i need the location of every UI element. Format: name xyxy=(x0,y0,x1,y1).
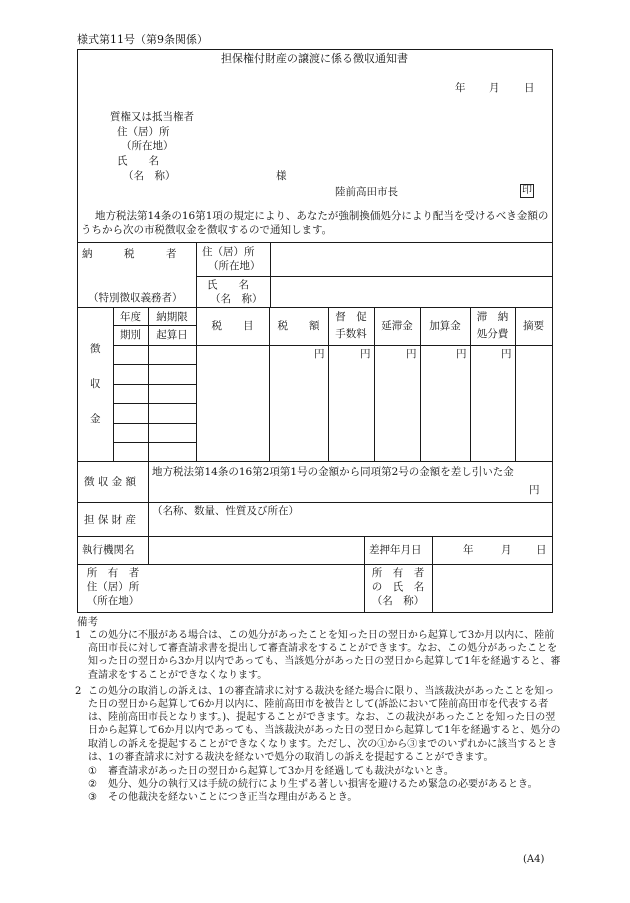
frame-right xyxy=(552,49,553,612)
line-taxpayer-top xyxy=(77,242,552,243)
line-execution-div3 xyxy=(432,536,433,612)
remark-item-2 xyxy=(75,685,563,764)
line-amount-div xyxy=(148,461,149,502)
header-additional-tax: 加算金 xyxy=(429,320,461,332)
addressee-address-label: 住（居）所 xyxy=(117,126,170,138)
sub-item-mark-3: ③ xyxy=(88,792,97,804)
addressee-location-label: （所在地） xyxy=(121,140,174,152)
header-tax-item: 税 目 xyxy=(211,320,254,332)
remark-sub-item-1 xyxy=(88,765,563,778)
seizure-day: 日 xyxy=(536,544,547,556)
owner-left-line3: （所在地） xyxy=(86,595,140,607)
paper-size: (A4) xyxy=(523,854,545,865)
owner-right-line2: の 氏 名 xyxy=(371,581,425,593)
frame-left xyxy=(77,49,78,612)
owner-left-line2: 住（居）所 xyxy=(86,581,140,593)
collateral-label: 担 保 財 産 xyxy=(84,514,137,526)
collection-amount-text: 地方税法第14条の16第2項第1号の金額から同項第2号の金額を差し引いた金 xyxy=(152,466,514,478)
header-due-date: 納期限 xyxy=(156,311,188,323)
date-month: 月 xyxy=(489,82,500,94)
remark-sub-item-3 xyxy=(88,791,563,804)
yen-additional-tax: 円 xyxy=(456,348,467,360)
header-disposal-fee-2: 処分費 xyxy=(476,328,509,340)
line-taxpayer-div xyxy=(196,242,197,307)
taxpayer-label: 納 税 者 xyxy=(82,248,177,260)
issuer-name: 陸前高田市長 xyxy=(335,186,398,198)
addressee-name-alt-label: （名 称） xyxy=(123,170,176,182)
line-table-header-bottom xyxy=(113,345,552,346)
collateral-text: （名称、数量、性質及び所在） xyxy=(152,505,299,517)
addressee-name-label: 氏 名 xyxy=(117,155,159,167)
execution-agency-label: 執行機関名 xyxy=(82,544,135,556)
line-taxpayer-div2 xyxy=(270,242,271,307)
document-title: 担保権付財産の譲渡に係る徴収通知書 xyxy=(221,52,408,65)
frame-top xyxy=(77,49,552,50)
seizure-year: 年 xyxy=(463,544,474,556)
yen-disposal-fee: 円 xyxy=(501,348,512,360)
taxpayer-sub-label: （特別徴収義務者） xyxy=(88,292,183,304)
date-day: 日 xyxy=(524,82,535,94)
line-table-row4 xyxy=(113,423,196,424)
taxpayer-name-alt-label: （名 称） xyxy=(210,293,263,305)
sub-item-text-2: 処分、処分の執行又は手続の続行により生ずる著しい損害を避けるため緊急の必要があるとき。 xyxy=(108,779,538,791)
date-year: 年 xyxy=(455,82,466,94)
collection-amount-yen: 円 xyxy=(529,484,540,496)
addressee-honorific: 様 xyxy=(276,170,287,182)
sub-item-text-1: 審査請求があった日の翌日から起算して3か月を経過しても裁決がないとき。 xyxy=(108,766,454,778)
owner-right-line1: 所 有 者 xyxy=(371,567,425,579)
line-taxpayer-mid xyxy=(196,276,552,277)
line-execution-bottom xyxy=(77,564,552,565)
line-execution-div1 xyxy=(148,536,149,564)
taxpayer-location-label: （所在地） xyxy=(208,260,261,272)
section-label-3: 金 xyxy=(90,413,101,425)
yen-tax-amount: 円 xyxy=(314,348,325,360)
line-table-row1 xyxy=(113,364,196,365)
line-table-header-mid xyxy=(113,325,196,326)
owner-left-line1: 所 有 者 xyxy=(86,567,140,579)
yen-delinquency: 円 xyxy=(406,348,417,360)
taxpayer-address-label: 住（居）所 xyxy=(202,246,255,258)
header-remarks: 摘要 xyxy=(523,320,544,332)
form-number: 様式第11号（第9条関係） xyxy=(77,33,208,46)
remark-sub-item-2 xyxy=(88,778,563,791)
line-table-row5 xyxy=(113,442,196,443)
header-start-date: 起算日 xyxy=(156,329,188,341)
remarks-list xyxy=(75,629,563,805)
remarks-heading: 備考 xyxy=(77,616,98,628)
seizure-month: 月 xyxy=(501,544,512,556)
header-reminder-fee-2: 手数料 xyxy=(335,328,367,340)
frame-bottom xyxy=(77,612,553,613)
owner-right-line3: （名 称） xyxy=(371,595,425,607)
line-table-row2 xyxy=(113,384,196,385)
remark-number-1: 1 xyxy=(75,630,82,641)
header-tax-amount: 税 額 xyxy=(277,320,320,332)
seizure-date-label: 差押年月日 xyxy=(369,544,422,556)
header-fiscal-year: 年度 xyxy=(120,311,141,323)
yen-reminder-fee: 円 xyxy=(360,348,371,360)
remark-text-1: この処分に不服がある場合は、この処分があったことを知った日の翌日から起算して3か月以内に、陸前高田市長に対して審査請求書を提出して審査請求をすることができます。なお、この処分があったことを知った日の翌日から3か月以内であっても、当該処分があった日の翌日から起算して1年を経過すると、審査請求をすることができなくなります。 xyxy=(88,630,561,681)
remark-item-1 xyxy=(75,629,563,682)
header-disposal-fee-1: 滞 納 xyxy=(476,311,509,323)
line-collateral-div xyxy=(148,502,149,536)
sub-item-mark-2: ② xyxy=(88,779,97,791)
taxpayer-name-label: 氏 名 xyxy=(207,279,249,291)
notice-text: 地方税法第14条の16第1項の規定により、あなたが強制換価処分により配当を受けるべき金額のうちから次の市税徴収金を徴収するので通知します。 xyxy=(81,210,549,236)
header-delinquency: 延滞金 xyxy=(381,320,413,332)
collection-amount-label: 徴 収 金 額 xyxy=(84,476,137,488)
sub-item-mark-1: ① xyxy=(88,766,97,778)
remark-text-2: この処分の取消しの訴えは、1の審査請求に対する裁決を経た場合に限り、当該裁決があったことを知った日の翌日から起算して6か月以内に、陸前高田市を被告として(訴訟において陸前高田市を代表する者は、陸前高田市長となります。)、提起することができます。なお、この裁決があったことを知った日の翌日から起算して6か月以内であっても、当該裁決があった日の翌日から起算して1年を経過すると、処分の取消しの訴えを提起することができなくなります。ただし、次の①から③までのいずれかに該当するときは、1の審査請求に対する裁決を経ないで処分の取消しの訴えを提起することができます。 xyxy=(88,685,561,763)
header-period: 期別 xyxy=(120,329,141,341)
remark-number-2: 2 xyxy=(75,685,82,697)
section-label-1: 徴 xyxy=(90,343,101,355)
addressee-holder: 質権又は抵当権者 xyxy=(110,111,194,123)
header-reminder-fee-1: 督 促 xyxy=(335,311,367,323)
line-table-row3 xyxy=(113,403,196,404)
sub-item-text-3: その他裁決を経ないことにつき正当な理由があるとき。 xyxy=(108,792,358,804)
section-label-2: 収 xyxy=(90,378,101,390)
seal-box: 印 xyxy=(522,185,532,196)
